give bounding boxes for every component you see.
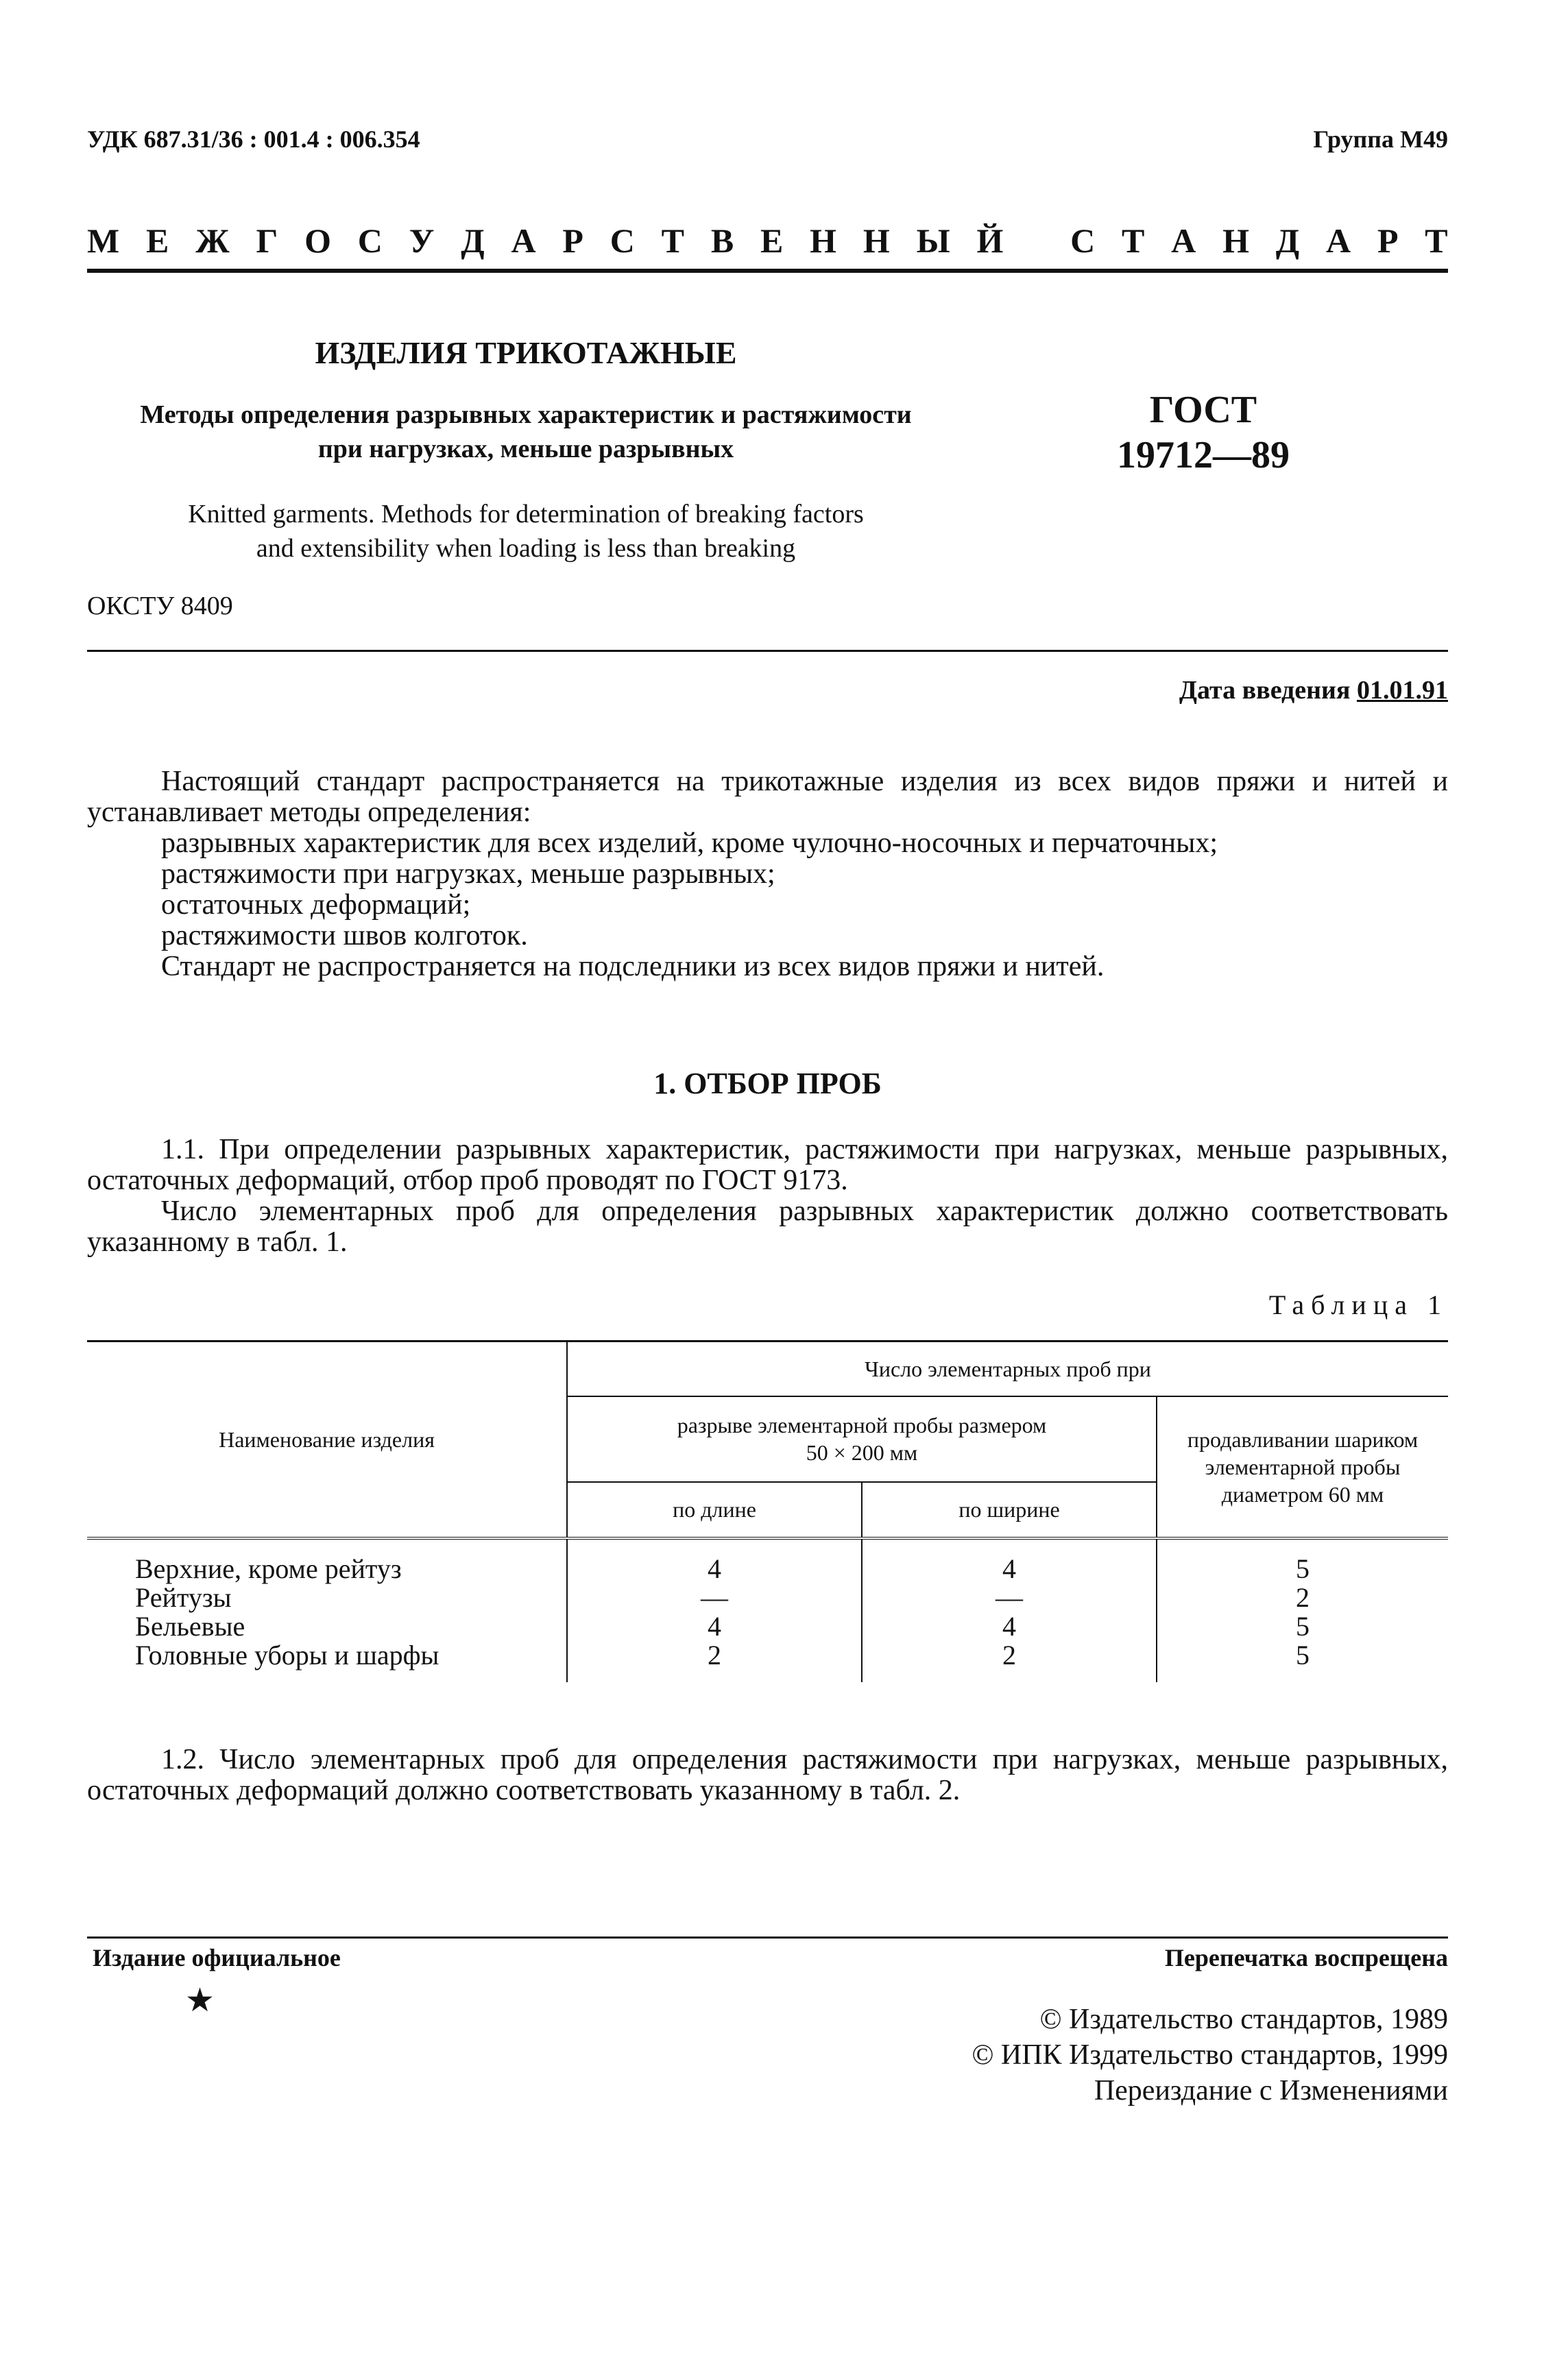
heading-letter: А: [1326, 221, 1351, 260]
date-label: Дата введения: [1179, 676, 1351, 705]
heading-letter: Ж: [195, 221, 230, 260]
footer-rule: [87, 1936, 1448, 1939]
intro-item: растяжимости швов колготок.: [161, 920, 528, 951]
header-rupture-text: разрыве элементарной пробы размером: [677, 1413, 1047, 1437]
date-value: 01.01.91: [1357, 676, 1448, 705]
heading-letter: [1030, 221, 1044, 260]
heading-letter: Й: [976, 221, 1004, 260]
table-row: [87, 1583, 1448, 1612]
table-1: [87, 1340, 1448, 1682]
heading-letter: Г: [256, 221, 278, 260]
english-title-line-1: Knitted garments. Methods for determination of breaking factors: [188, 500, 864, 529]
cell-by-width: 2: [862, 1641, 1157, 1682]
copyright-block: [972, 2002, 1448, 2109]
heading-letter: С: [1070, 221, 1096, 260]
english-title: [87, 497, 965, 566]
heading-letter: Н: [1222, 221, 1249, 260]
gost-number: 19712—89: [1117, 434, 1290, 476]
official-edition: Издание официальное: [93, 1944, 341, 1971]
english-title-line-2: and extensibility when loading is less than breaking: [256, 534, 796, 563]
intro-list: [161, 828, 1448, 982]
cell-product-name: Верхние, кроме рейтуз: [135, 1553, 402, 1584]
paragraph-1-2: 1.2. Число элементарных проб для определения растяжимости при нагрузках, меньше разрывных, остаточных деформаций должно соответствовать указанному в табл. 2.: [87, 1744, 1448, 1806]
cell-product-name: Рейтузы: [135, 1581, 232, 1613]
heading-letter: Р: [1377, 221, 1399, 260]
heading-letter: Е: [146, 221, 169, 260]
heading-letter: А: [511, 221, 536, 260]
heading-letter: У: [409, 221, 435, 260]
copyright-1989: © Издательство стандартов, 1989: [1039, 2004, 1448, 2035]
cell-product-name: Головные уборы и шарфы: [135, 1639, 439, 1671]
heading-letter: Т: [1425, 221, 1448, 260]
header-rule: [87, 269, 1448, 273]
subtitle-line-2: при нагрузках, меньше разрывных: [317, 435, 734, 463]
heading-letter: Ы: [916, 221, 950, 260]
table-1-caption: Таблица 1: [1268, 1289, 1448, 1320]
cell-ball-burst: 2: [1157, 1583, 1448, 1612]
cell-ball-burst: 5: [1157, 1641, 1448, 1682]
cell-by-width: 4: [862, 1612, 1157, 1641]
heading-letter: О: [304, 221, 331, 260]
cell-by-width: —: [862, 1583, 1157, 1612]
header-product-name: Наименование изделия: [87, 1341, 567, 1538]
table-row: [87, 1612, 1448, 1641]
cell-by-width: 4: [862, 1538, 1157, 1583]
cell-by-length: 4: [567, 1538, 862, 1583]
heading-letter: С: [610, 221, 635, 260]
heading-letter: В: [710, 221, 734, 260]
header-by-width: по ширине: [862, 1482, 1157, 1538]
heading-letter: М: [87, 221, 120, 260]
oksty-code: ОКСТУ 8409: [87, 592, 233, 620]
table-row: [87, 1538, 1448, 1583]
copyright-1999: © ИПК Издательство стандартов, 1999: [972, 2039, 1448, 2071]
intro-paragraph: Настоящий стандарт распространяется на трикотажные изделия из всех видов пряжи и нитей и устанавливает методы определения:: [87, 766, 1448, 828]
gost-designation: [1083, 387, 1323, 478]
gost-label: ГОСТ: [1149, 389, 1257, 431]
reprint-prohibited: Перепечатка воспрещена: [1164, 1944, 1448, 1971]
heading-letter: Н: [810, 221, 837, 260]
subtitle-line-1: Методы определения разрывных характеристик и растяжимости: [140, 400, 912, 429]
heading-letter: Н: [863, 221, 890, 260]
paragraph-1-1: 1.1. При определении разрывных характеристик, растяжимости при нагрузках, меньше разрывных, остаточных деформаций, отбор проб проводят по ГОСТ 9173.: [87, 1134, 1448, 1196]
intro-item: растяжимости при нагрузках, меньше разрывных;: [161, 858, 775, 890]
group-code: Группа М49: [1313, 125, 1448, 153]
document-subtitle: [87, 398, 965, 466]
heading-letter: Е: [760, 221, 784, 260]
document-title: ИЗДЕЛИЯ ТРИКОТАЖНЫЕ: [315, 335, 737, 370]
intro-item: разрывных характеристик для всех изделий, кроме чулочно-носочных и перчаточных;: [161, 827, 1218, 859]
intro-item: остаточных деформаций;: [161, 889, 471, 921]
header-by-length: по длине: [567, 1482, 862, 1538]
table-row: [87, 1641, 1448, 1682]
heading-letter: Д: [1275, 221, 1300, 260]
introduction-date: [1179, 675, 1448, 705]
udc-code: УДК 687.31/36 : 001.4 : 006.354: [87, 125, 420, 153]
header-ball-burst: продавливании шариком элементарной пробы диаметром 60 мм: [1157, 1396, 1448, 1538]
interstate-standard-heading: [87, 221, 1448, 260]
title-rule: [87, 650, 1448, 652]
cell-product-name: Бельевые: [135, 1610, 245, 1642]
header-sample-count: Число элементарных проб при: [567, 1341, 1448, 1396]
intro-note: Стандарт не распространяется на подследники из всех видов пряжи и нитей.: [161, 951, 1105, 982]
heading-letter: Т: [1121, 221, 1145, 260]
table-1-body: [87, 1538, 1448, 1682]
header-rupture-size: 50 × 200 мм: [806, 1440, 918, 1465]
header-rupture: [567, 1396, 1157, 1482]
cell-by-length: —: [567, 1583, 862, 1612]
heading-letter: Т: [661, 221, 685, 260]
cell-ball-burst: 5: [1157, 1612, 1448, 1641]
heading-letter: Р: [562, 221, 583, 260]
star-icon: ★: [185, 1982, 215, 2019]
paragraph-1-1-b: Число элементарных проб для определения разрывных характеристик должно соответствовать указанному в табл. 1.: [87, 1195, 1448, 1258]
section-1-heading: 1. ОТБОР ПРОБ: [653, 1067, 882, 1100]
heading-letter: Д: [461, 221, 485, 260]
heading-letter: С: [357, 221, 383, 260]
cell-by-length: 4: [567, 1612, 862, 1641]
heading-letter: А: [1171, 221, 1196, 260]
cell-ball-burst: 5: [1157, 1538, 1448, 1583]
reissue-note: Переиздание с Изменениями: [1094, 2075, 1448, 2106]
cell-by-length: 2: [567, 1641, 862, 1682]
